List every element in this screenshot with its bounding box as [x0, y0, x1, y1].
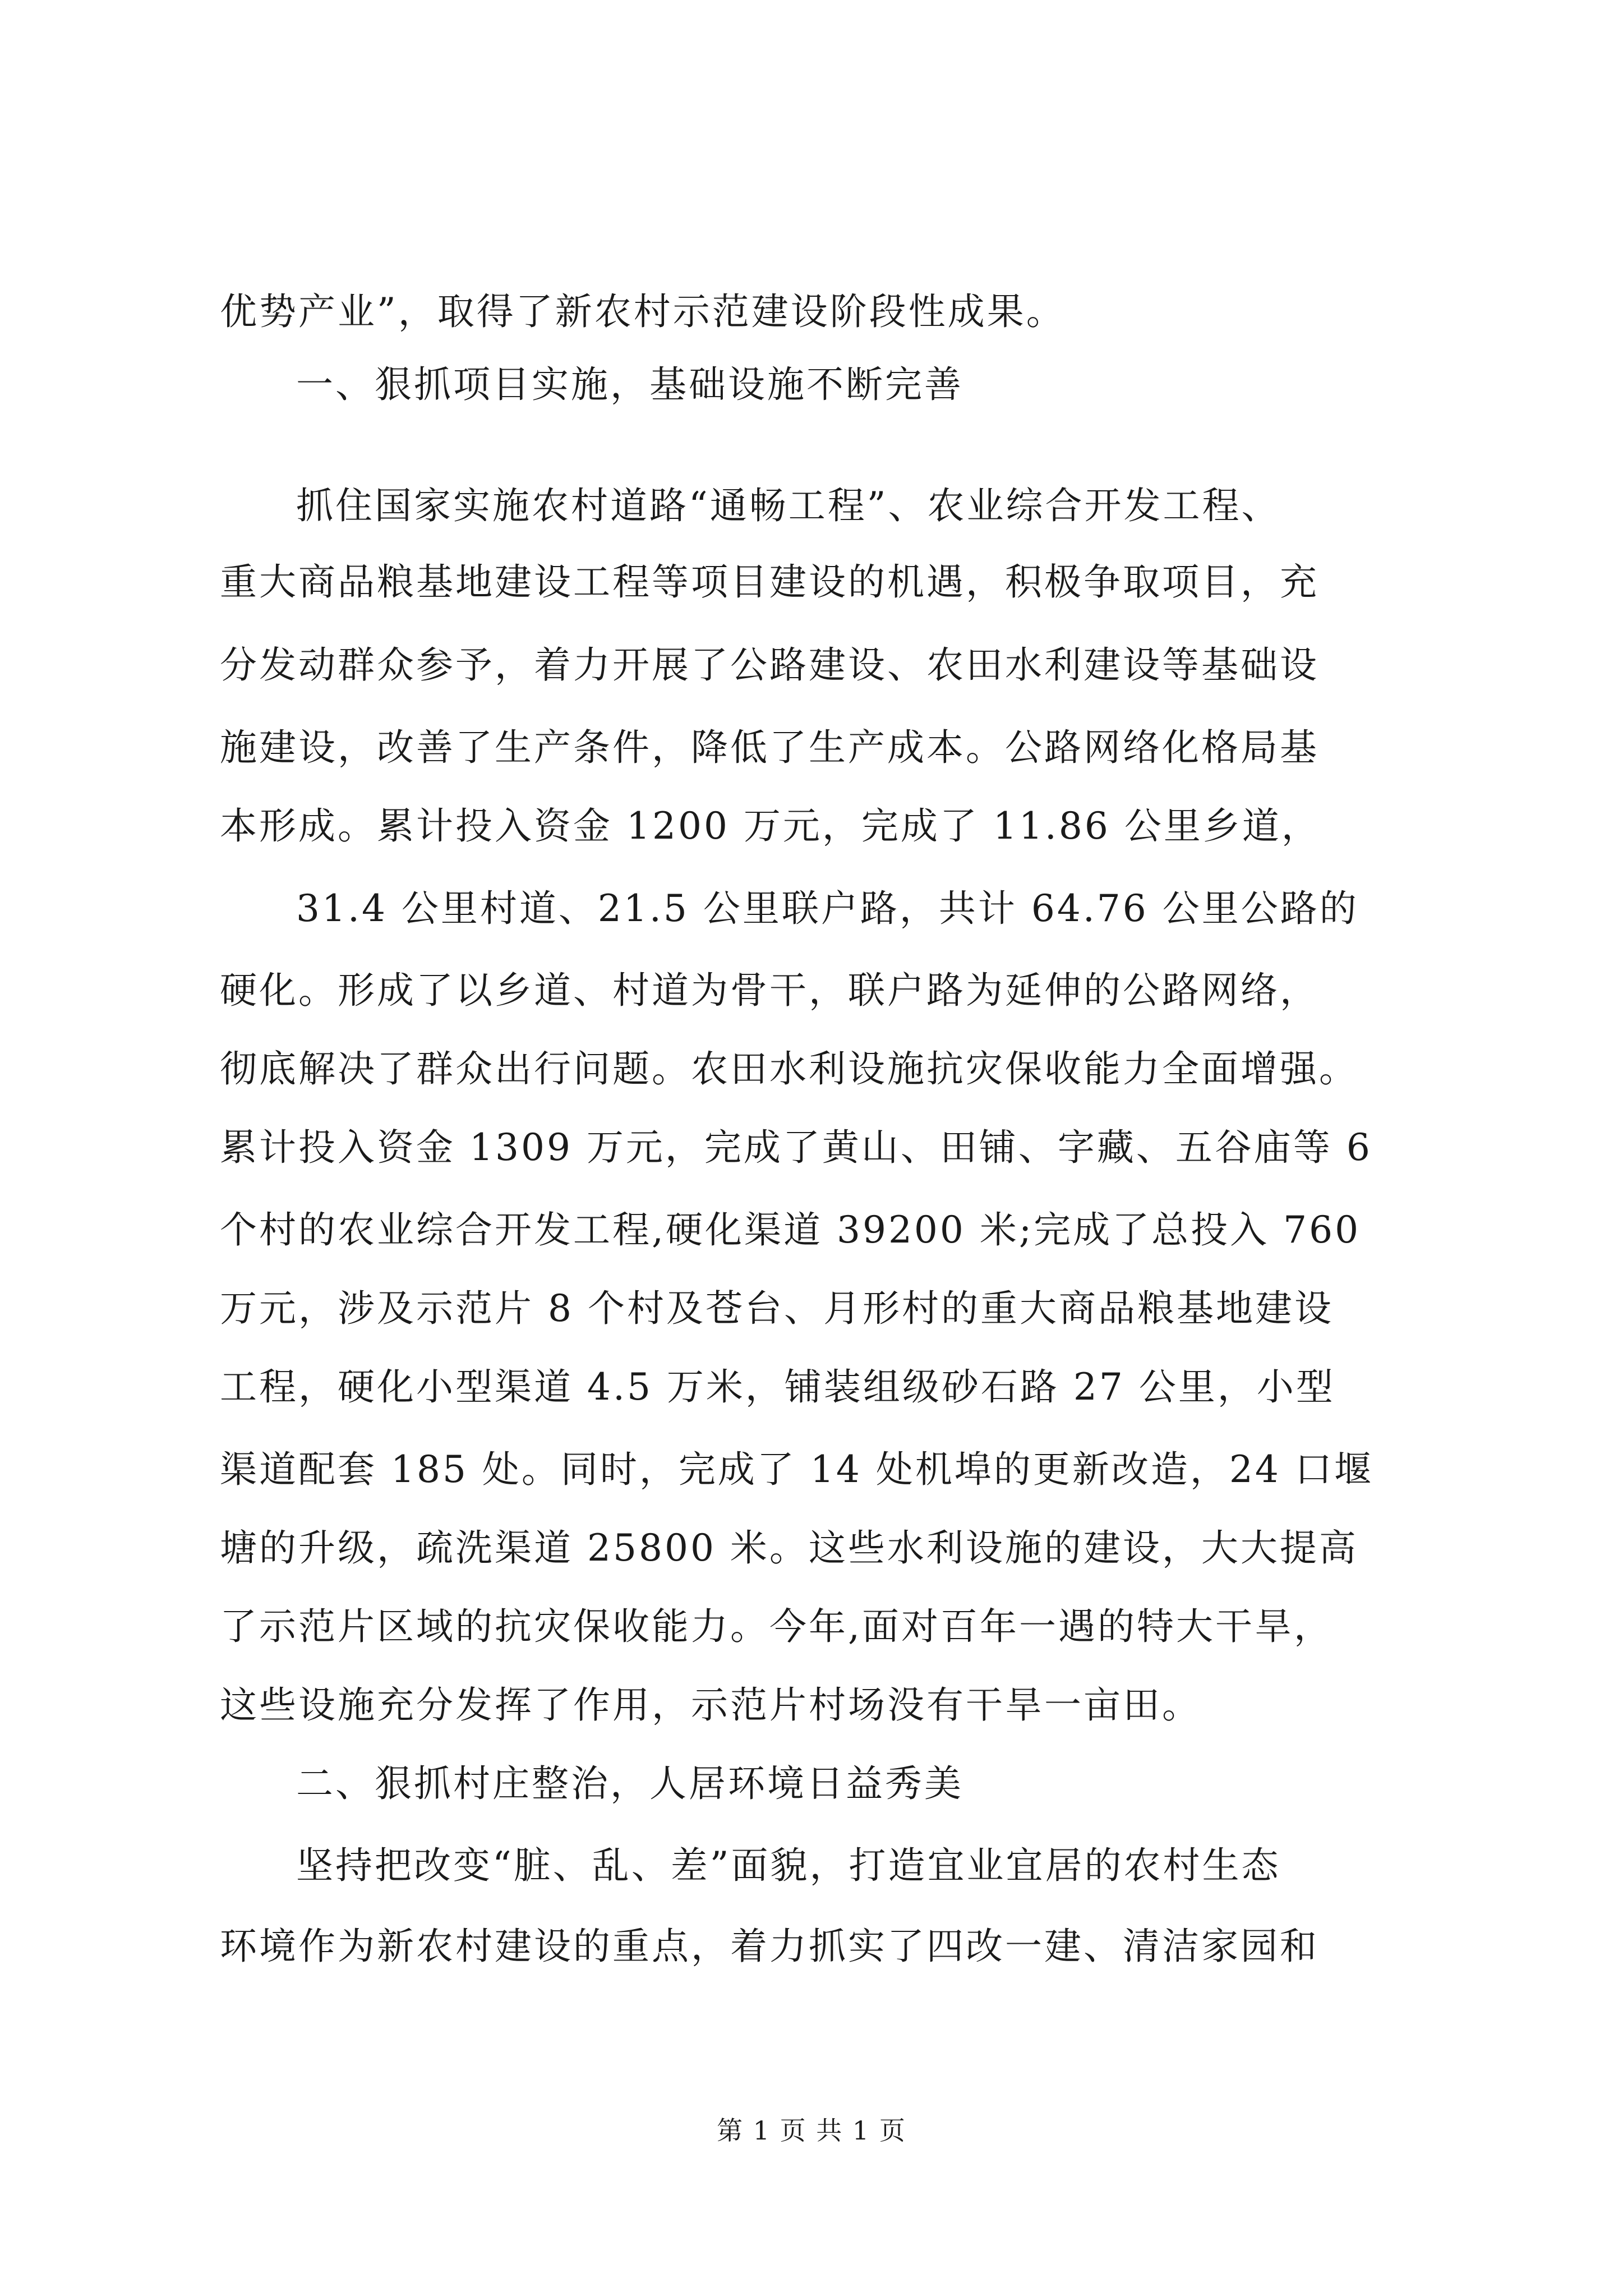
body-line: 硬化。形成了以乡道、村道为骨干，联户路为延伸的公路网络，	[220, 969, 1319, 1012]
body-line: 优势产业”，取得了新农村示范建设阶段性成果。	[220, 290, 1066, 333]
body-line: 本形成。累计投入资金 1200 万元，完成了 11.86 公里乡道，	[220, 804, 1321, 848]
section-heading: 二、狠抓村庄整治，人居环境日益秀美	[296, 1762, 963, 1805]
body-line: 工程，硬化小型渠道 4.5 万米，铺装组级砂石路 27 公里，小型	[220, 1365, 1335, 1409]
body-line: 这些设施充分发挥了作用，示范片村场没有干旱一亩田。	[220, 1683, 1201, 1727]
body-line: 施建设，改善了生产条件，降低了生产成本。公路网络化格局基	[220, 726, 1319, 769]
page-footer: 第 1 页 共 1 页	[717, 2115, 906, 2146]
body-line: 彻底解决了群众出行问题。农田水利设施抗灾保收能力全面增强。	[220, 1047, 1358, 1091]
body-line: 环境作为新农村建设的重点，着力抓实了四改一建、清洁家园和	[220, 1925, 1319, 1968]
body-line: 累计投入资金 1309 万元，完成了黄山、田铺、字藏、五谷庙等 6	[220, 1126, 1372, 1169]
body-line: 塘的升级，疏洗渠道 25800 米。这些水利设施的建设，大大提高	[220, 1526, 1358, 1570]
section-heading: 一、狠抓项目实施，基础设施不断完善	[296, 363, 963, 406]
body-line: 重大商品粮基地建设工程等项目建设的机遇，积极争取项目，充	[220, 560, 1319, 604]
body-line: 个村的农业综合开发工程,硬化渠道 39200 米;完成了总投入 760	[220, 1208, 1361, 1251]
body-line: 渠道配套 185 处。同时，完成了 14 处机埠的更新改造，24 口堰	[220, 1448, 1373, 1491]
body-line: 万元，涉及示范片 8 个村及苍台、月形村的重大商品粮基地建设	[220, 1287, 1334, 1330]
body-line: 坚持把改变“脏、乱、差”面貌，打造宜业宜居的农村生态	[296, 1844, 1281, 1887]
body-line: 了示范片区域的抗灾保收能力。今年,面对百年一遇的特大干旱，	[220, 1605, 1333, 1648]
body-line: 分发动群众参予，着力开展了公路建设、农田水利建设等基础设	[220, 643, 1319, 687]
body-line: 31.4 公里村道、21.5 公里联户路，共计 64.76 公里公路的	[296, 887, 1359, 930]
body-line: 抓住国家实施农村道路“通畅工程”、农业综合开发工程、	[296, 484, 1281, 527]
